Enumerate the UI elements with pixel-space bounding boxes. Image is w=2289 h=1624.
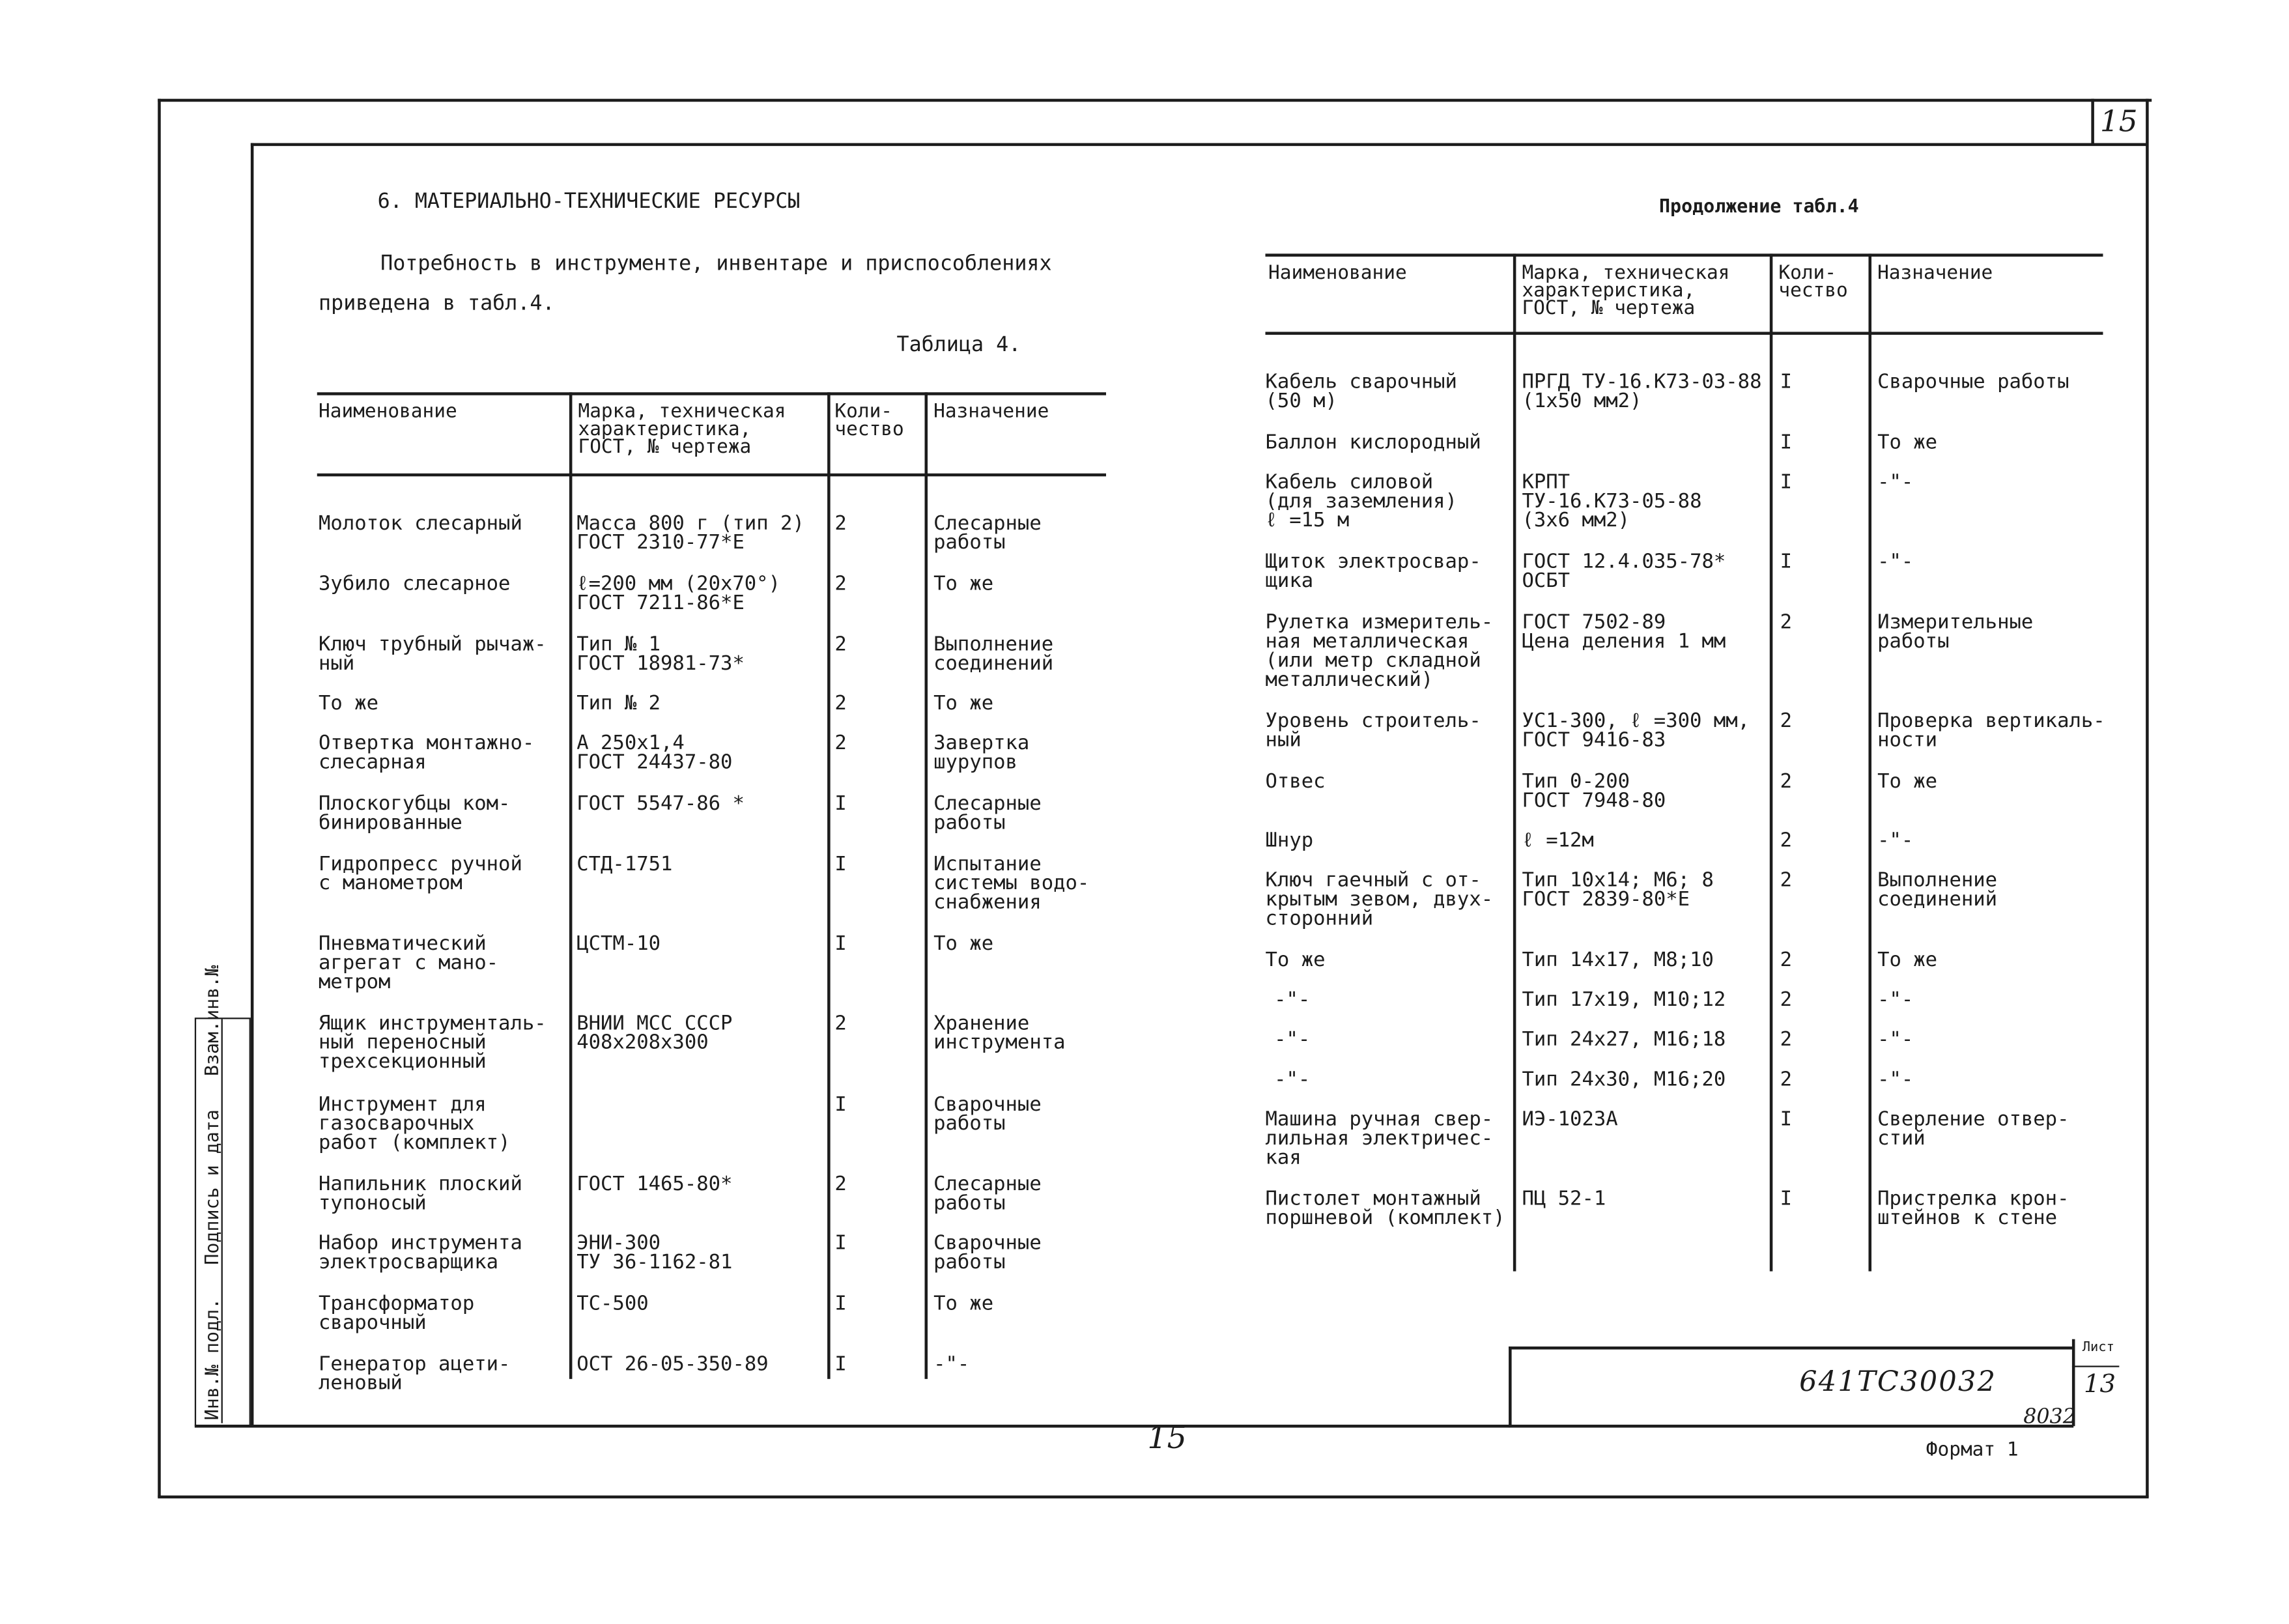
left-table-col-divider-1 [569,392,571,1379]
row-qty: 2 [1780,1028,1793,1052]
row-qty: 2 [834,731,847,756]
left-header-purpose: Назначение [933,401,1049,423]
row-name: Баллон кислородный [1265,431,1481,455]
row-name: Кабель сварочный (50 м) [1265,370,1457,413]
row-qty: I [834,1352,847,1376]
row-qty: 2 [834,1012,847,1036]
table-caption: Таблица 4. [896,333,1021,357]
intro-line-2: приведена в табл.4. [319,292,555,316]
row-brand: А 250x1,4 ГОСТ 24437-80 [576,731,733,775]
row-qty: I [1780,1187,1793,1211]
row-name: Инструмент для газосварочных работ (комплект) [319,1092,511,1155]
row-name: Щиток электросвар- щика [1265,550,1481,593]
left-header-brand: Марка, техническая характеристика, ГОСТ, № чертежа [578,401,786,459]
row-purpose: То же [933,1292,994,1316]
row-brand: ГОСТ 12.4.035-78* ОСБТ [1522,550,1726,593]
row-name: Машина ручная свер- лильная электричес- кая [1265,1107,1494,1170]
row-brand: ИЭ-1023А [1522,1107,1618,1132]
row-purpose: -"- [933,1352,970,1376]
left-header-qty: Коли- чество [834,401,904,441]
row-purpose: Сварочные работы [933,1231,1042,1275]
row-purpose: -"- [1877,550,1914,574]
row-qty: I [1780,550,1793,574]
row-purpose: Испытание системы водо- снабжения [933,852,1090,915]
right-header-name: Наименование [1268,262,1407,285]
left-table-header-rule [317,474,1106,476]
row-brand: ВНИИ МСС СССР 408x208x300 [576,1012,733,1055]
row-name: -"- [1274,1068,1311,1092]
page-box-left [2091,99,2093,145]
row-purpose: То же [933,572,994,596]
row-brand: ПЦ 52-1 [1522,1187,1606,1211]
row-brand: УС1-300, ℓ =300 мм, ГОСТ 9416-83 [1522,709,1750,752]
row-name: Ключ гаечный с от- крытым зевом, двух- сторонний [1265,868,1494,931]
row-name: Набор инструмента электросварщика [319,1231,522,1275]
left-table-top-rule [317,392,1106,394]
right-table-col-divider-2 [1770,253,1772,1271]
row-brand: Тип 14x17, М8;10 [1522,948,1714,972]
row-purpose: Слесарные работы [933,1172,1042,1216]
row-qty: I [834,1231,847,1255]
row-qty: 2 [1780,988,1793,1012]
row-brand: ОСТ 26-05-350-89 [576,1352,769,1376]
row-purpose: Хранение инструмента [933,1012,1066,1055]
stamp-top-rule [1509,1346,2073,1348]
row-name: Плоскогубцы ком- бинированные [319,791,511,835]
row-qty: 2 [834,572,847,596]
row-qty: I [1780,1107,1793,1132]
row-qty: I [1780,370,1793,394]
row-brand: ЭНИ-300 ТУ 36-1162-81 [576,1231,733,1275]
row-name: Пневматический агрегат с мано- метром [319,932,499,994]
row-brand: Масса 800 г (тип 2) ГОСТ 2310-77*Е [576,511,804,555]
row-purpose: То же [933,932,994,956]
row-name: Кабель силовой (для заземления) ℓ =15 м [1265,470,1457,533]
row-brand: ЦСТМ-10 [576,932,661,956]
row-purpose: То же [933,691,994,716]
row-purpose: -"- [1877,470,1914,494]
row-purpose: Завертка шурупов [933,731,1030,775]
row-purpose: Слесарные работы [933,791,1042,835]
inner-frame-top [251,143,2148,145]
bottom-page-number: 15 [1147,1420,1187,1456]
right-table-col-divider-1 [1513,253,1515,1271]
row-purpose: То же [1877,431,1938,455]
row-qty: 2 [1780,829,1793,853]
row-purpose: Выполнение соединений [1877,868,1998,912]
stamp-left-rule [1509,1346,1511,1426]
row-brand: ТС-500 [576,1292,649,1316]
row-purpose: То же [1877,948,1938,972]
row-qty: 2 [1780,610,1793,634]
row-name: Гидропресс ручной с манометром [319,852,522,896]
row-brand: Тип 24x30, М16;20 [1522,1068,1726,1092]
row-qty: I [834,852,847,876]
row-brand: ПРГД ТУ-16.К73-03-88 (1x50 мм2) [1522,370,1762,413]
row-qty: 2 [834,633,847,657]
row-name: -"- [1274,988,1311,1012]
row-qty: 2 [1780,709,1793,734]
right-header-qty: Коли- чество [1778,262,1848,303]
row-name: Генератор ацети- леновый [319,1352,511,1395]
row-name: Пистолет монтажный поршневой (комплект) [1265,1187,1505,1231]
row-brand: ГОСТ 1465-80* [576,1172,733,1197]
row-qty: 2 [1780,769,1793,794]
row-qty: I [834,791,847,816]
row-purpose: -"- [1877,829,1914,853]
intro-line-1: Потребность в инструменте, инвентаре и приспособлениях [380,252,1052,276]
right-header-brand: Марка, техническая характеристика, ГОСТ, № чертежа [1522,262,1730,321]
row-purpose: Выполнение соединений [933,633,1054,676]
row-name: Зубило слесарное [319,572,511,596]
row-brand: Тип 0-200 ГОСТ 7948-80 [1522,769,1666,813]
row-brand: Тип 17x19, М10;12 [1522,988,1726,1012]
format-label: Формат 1 [1926,1439,2019,1462]
row-purpose: -"- [1877,1068,1914,1092]
continuation-caption: Продолжение табл.4 [1659,194,1859,217]
row-name: Напильник плоский тупоносый [319,1172,522,1216]
row-name: Уровень строитель- ный [1265,709,1481,752]
outer-frame-left [158,99,160,1497]
doc-number: 641ТС30032 [1799,1365,1997,1399]
row-purpose: Измерительные работы [1877,610,2034,653]
row-qty: I [834,1292,847,1316]
row-qty: 2 [1780,948,1793,972]
right-header-purpose: Назначение [1877,262,1993,285]
row-purpose: Сверление отвер- стий [1877,1107,2069,1150]
row-qty: I [1780,470,1793,494]
row-name: То же [319,691,379,716]
row-qty: I [1780,431,1793,455]
right-table-header-rule [1266,332,2103,334]
row-qty: 2 [1780,1068,1793,1092]
row-purpose: -"- [1877,988,1914,1012]
row-purpose: Сварочные работы [1877,370,2069,394]
row-name: Трансформатор сварочный [319,1292,475,1335]
row-name: Ключ трубный рычаж- ный [319,633,547,676]
row-brand: Тип 10x14; М6; 8 ГОСТ 2839-80*Е [1522,868,1714,912]
row-qty: I [834,1092,847,1117]
left-table-col-divider-2 [827,392,829,1379]
row-qty: 2 [834,511,847,535]
row-brand: ГОСТ 5547-86 * [576,791,745,816]
row-name: Шнур [1265,829,1314,853]
row-brand: Тип 24x27, М16;18 [1522,1028,1726,1052]
outer-frame-bottom [158,1496,2148,1498]
edge-code: 8032 [2023,1405,2076,1429]
row-name: То же [1265,948,1326,972]
row-name: Рулетка измеритель- ная металлическая (или метр складной металлический) [1265,610,1494,692]
section-title: 6. МАТЕРИАЛЬНО-ТЕХНИЧЕСКИЕ РЕСУРСЫ [377,190,801,214]
stamp-bottom-rule [1509,1425,2073,1427]
row-brand: Тип № 1 ГОСТ 18981-73* [576,633,745,676]
outer-frame-top [158,99,2152,101]
page-number-top: 15 [2099,103,2138,139]
row-name: Ящик инструменталь- ный переносный трехсекционный [319,1012,547,1074]
side-stamp-text: Инв.№ подл. Подпись и дата Взам.инв.№ [200,965,223,1421]
right-table-col-divider-3 [1868,253,1870,1271]
row-name: Отвес [1265,769,1326,794]
outer-frame-right [2146,99,2148,1497]
row-purpose: Проверка вертикаль- ности [1877,709,2105,752]
sheet-number: 13 [2084,1370,2116,1400]
right-table-top-rule [1266,253,2103,255]
row-brand: ℓ=200 мм (20x70°) ГОСТ 7211-86*Е [576,572,781,616]
row-purpose: Пристрелка крон- штейнов к стене [1877,1187,2069,1231]
row-qty: 2 [834,691,847,716]
row-brand: Тип № 2 [576,691,661,716]
left-table-col-divider-3 [925,392,927,1379]
row-brand: КРПТ ТУ-16.К73-05-88 (3x6 мм2) [1522,470,1702,533]
row-name: Отвертка монтажно- слесарная [319,731,535,775]
row-brand: ℓ =12м [1522,829,1594,853]
row-name: -"- [1274,1028,1311,1052]
row-brand: ГОСТ 7502-89 Цена деления 1 мм [1522,610,1726,653]
left-header-name: Наименование [319,401,457,423]
inner-frame-bottom [195,1425,1510,1427]
row-purpose: То же [1877,769,1938,794]
inner-frame-left [251,143,253,1427]
row-qty: I [834,932,847,956]
sheet-label: Лист [2082,1340,2114,1356]
row-qty: 2 [1780,868,1793,892]
stamp-sheet-rule [2072,1365,2119,1367]
row-purpose: -"- [1877,1028,1914,1052]
row-purpose: Слесарные работы [933,511,1042,555]
row-purpose: Сварочные работы [933,1092,1042,1136]
row-brand: СТД-1751 [576,852,673,876]
row-qty: 2 [834,1172,847,1197]
row-name: Молоток слесарный [319,511,522,535]
